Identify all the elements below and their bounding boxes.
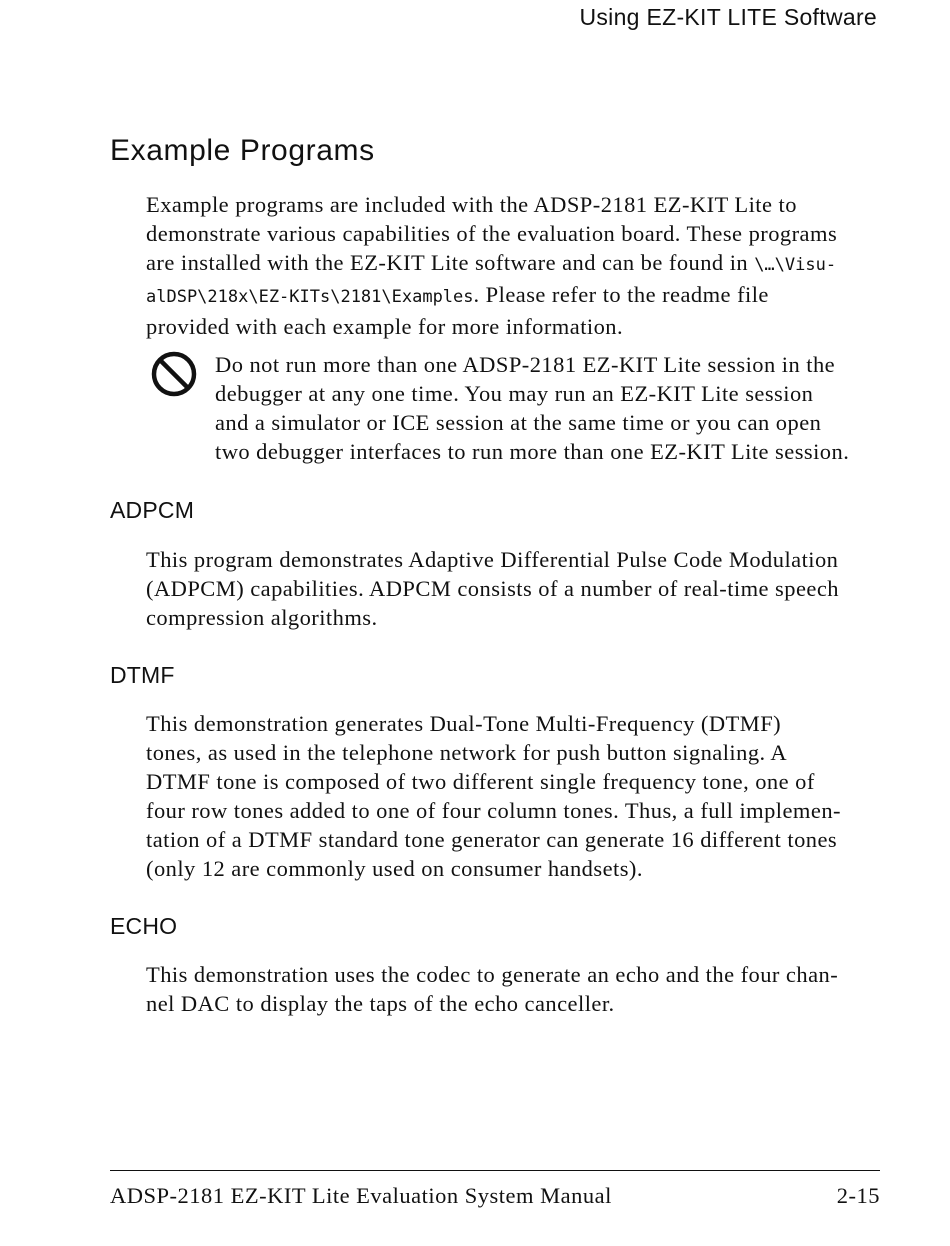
running-header: Using EZ-KIT LITE Software (579, 4, 877, 30)
intro-paragraph (146, 190, 880, 341)
caution-line: debugger at any one time. You may run an EZ-KIT Lite session (215, 381, 814, 406)
caution-text (215, 350, 895, 466)
section-title: Example Programs (110, 134, 375, 167)
dtmf-line: four row tones added to one of four column tones. Thus, a full implemen- (146, 798, 841, 823)
echo-line: nel DAC to display the taps of the echo canceller. (146, 991, 615, 1016)
echo-line: This demonstration uses the codec to generate an echo and the four chan- (146, 962, 839, 987)
examples-path-start: \…\Visu- (754, 255, 837, 275)
adpcm-line: compression algorithms. (146, 605, 378, 630)
intro-line (146, 248, 880, 280)
intro-line-text: . Please refer to the readme file (473, 282, 769, 307)
adpcm-heading: ADPCM (110, 497, 195, 523)
page-number: 2-15 (836, 1183, 880, 1208)
caution-line: and a simulator or ICE session at the same time or you can open (215, 410, 822, 435)
dtmf-line: This demonstration generates Dual-Tone Multi-Frequency (DTMF) (146, 711, 782, 736)
intro-line: demonstrate various capabilities of the evaluation board. These programs (146, 221, 838, 246)
intro-line: provided with each example for more information. (146, 314, 624, 339)
dtmf-line: DTMF tone is composed of two different single frequency tone, one of (146, 769, 815, 794)
footer-divider (110, 1170, 880, 1171)
dtmf-line: tation of a DTMF standard tone generator can generate 16 different tones (146, 827, 838, 852)
intro-line (146, 280, 880, 312)
dtmf-line: tones, as used in the telephone network for push button signaling. A (146, 740, 788, 765)
adpcm-line: (ADPCM) capabilities. ADPCM consists of a number of real-time speech (146, 576, 839, 601)
intro-line: Example programs are included with the ADSP-2181 EZ-KIT Lite to (146, 192, 797, 217)
adpcm-line: This program demonstrates Adaptive Differential Pulse Code Modulation (146, 547, 839, 572)
echo-paragraph (146, 960, 880, 1018)
adpcm-paragraph (146, 545, 880, 632)
caution-line: two debugger interfaces to run more than one EZ-KIT Lite session. (215, 439, 850, 464)
caution-line: Do not run more than one ADSP-2181 EZ-KIT Lite session in the (215, 352, 836, 377)
examples-path-end: alDSP\218x\EZ-KITs\2181\Examples (146, 287, 474, 307)
dtmf-line: (only 12 are commonly used on consumer handsets). (146, 856, 643, 881)
footer-manual-title: ADSP-2181 EZ-KIT Lite Evaluation System Manual (110, 1183, 612, 1208)
prohibited-icon (150, 350, 198, 398)
dtmf-paragraph (146, 709, 880, 883)
dtmf-heading: DTMF (110, 662, 175, 688)
intro-line-text: are installed with the EZ-KIT Lite software and can be found in (146, 250, 755, 275)
echo-heading: ECHO (110, 913, 178, 939)
